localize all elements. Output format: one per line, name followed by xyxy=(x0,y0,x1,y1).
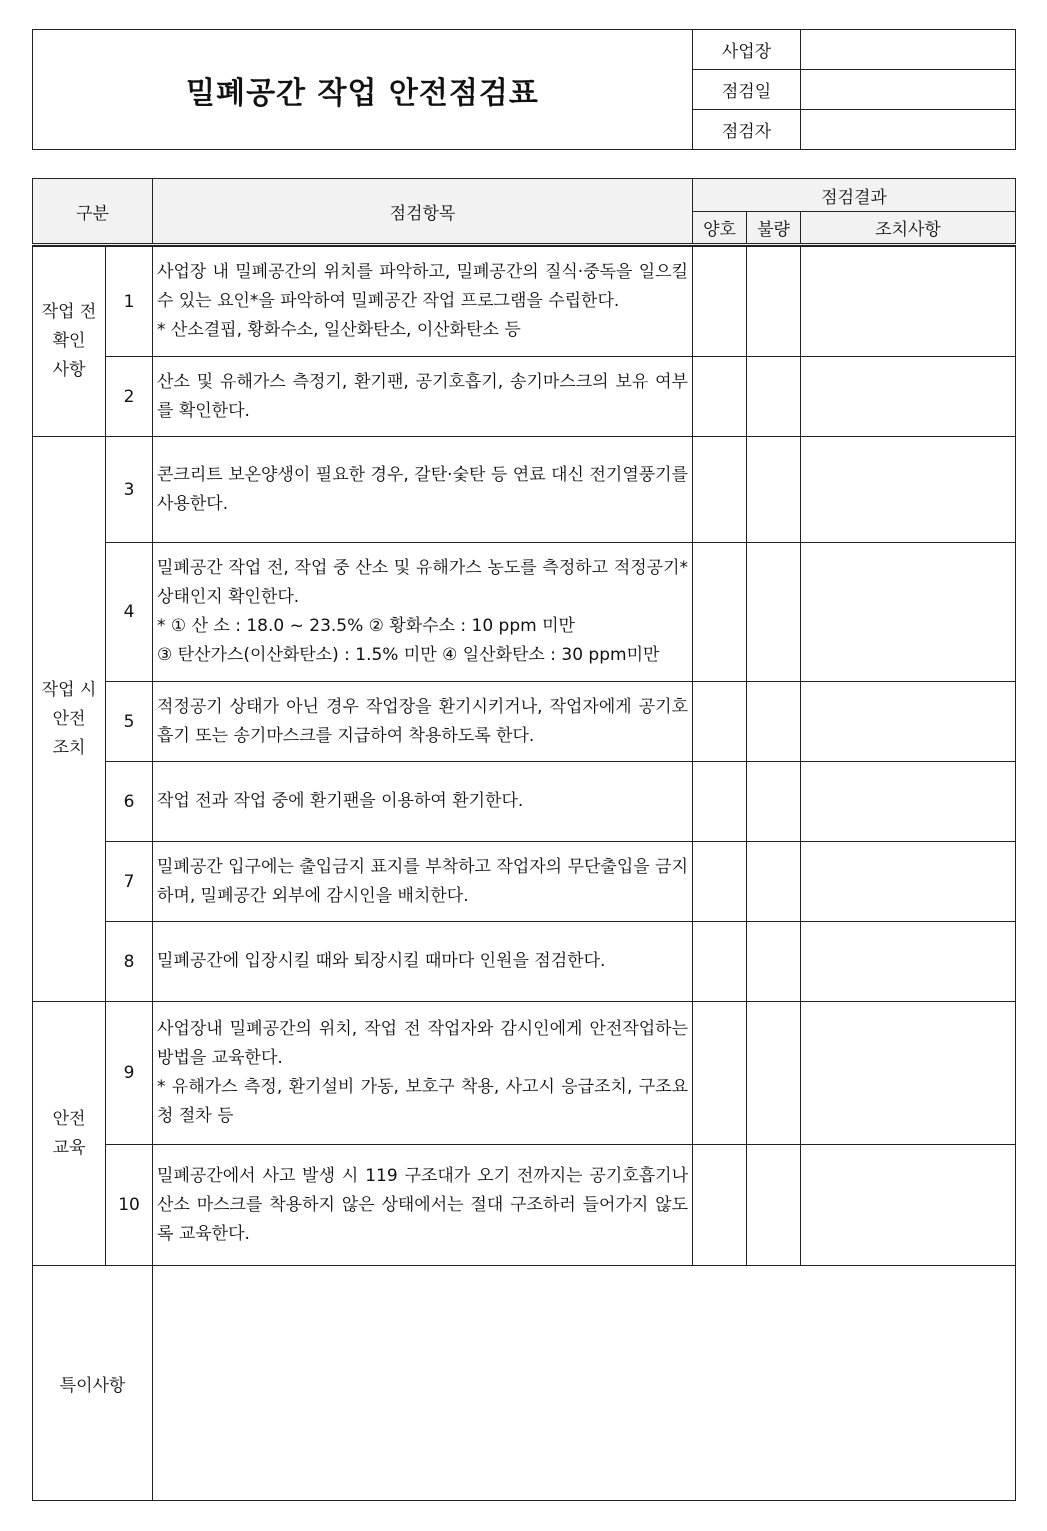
col-header-bad: 불량 xyxy=(747,212,801,245)
category-safety-education xyxy=(33,1002,106,1266)
bad-check-cell[interactable] xyxy=(747,247,801,357)
field-value-date[interactable] xyxy=(801,70,1016,110)
action-cell[interactable] xyxy=(801,437,1016,543)
item-number: 7 xyxy=(106,842,153,922)
field-label-site: 사업장 xyxy=(693,30,801,70)
good-check-cell[interactable] xyxy=(693,1002,747,1145)
bad-check-cell[interactable] xyxy=(747,1002,801,1145)
action-cell[interactable] xyxy=(801,1002,1016,1145)
item-line: 밀폐공간 입구에는 출입금지 표지를 부착하고 작업자의 무단출입을 금지하며, 밀폐공간 외부에 감시인을 배치한다. xyxy=(157,856,689,906)
remarks-field[interactable] xyxy=(153,1266,1016,1501)
table-row xyxy=(33,842,1016,922)
item-text xyxy=(153,762,693,842)
action-cell[interactable] xyxy=(801,842,1016,922)
table-row xyxy=(33,357,1016,437)
good-check-cell[interactable] xyxy=(693,437,747,543)
item-text xyxy=(153,1002,693,1145)
bad-check-cell[interactable] xyxy=(747,437,801,543)
table-row xyxy=(33,1145,1016,1266)
item-text xyxy=(153,437,693,543)
field-label-inspector: 점검자 xyxy=(693,110,801,150)
table-row xyxy=(33,543,1016,682)
item-note: * ① 산 소 : 18.0 ~ 23.5% ② 황화수소 : 10 ppm 미만 xyxy=(157,616,575,636)
bad-check-cell[interactable] xyxy=(747,357,801,437)
table-row xyxy=(33,922,1016,1002)
good-check-cell[interactable] xyxy=(693,922,747,1002)
item-line: 작업 전과 작업 중에 환기팬을 이용하여 환기한다. xyxy=(157,791,524,811)
field-value-site[interactable] xyxy=(801,30,1016,70)
remarks-label: 특이사항 xyxy=(33,1266,153,1501)
bad-check-cell[interactable] xyxy=(747,682,801,762)
item-number: 5 xyxy=(106,682,153,762)
item-note: * 유해가스 측정, 환기설비 가동, 보호구 착용, 사고시 응급조치, 구조요청 절차 등 xyxy=(157,1077,689,1126)
item-text xyxy=(153,247,693,357)
bad-check-cell[interactable] xyxy=(747,543,801,682)
item-number: 9 xyxy=(106,1002,153,1145)
action-cell[interactable] xyxy=(801,357,1016,437)
col-header-good: 양호 xyxy=(693,212,747,245)
table-row xyxy=(33,247,1016,357)
good-check-cell[interactable] xyxy=(693,357,747,437)
bad-check-cell[interactable] xyxy=(747,922,801,1002)
action-cell[interactable] xyxy=(801,762,1016,842)
category-label: 안전 교육 xyxy=(52,1108,86,1158)
action-cell[interactable] xyxy=(801,543,1016,682)
field-value-inspector[interactable] xyxy=(801,110,1016,150)
action-cell[interactable] xyxy=(801,922,1016,1002)
item-text xyxy=(153,922,693,1002)
table-row xyxy=(33,1002,1016,1145)
item-line: 콘크리트 보온양생이 필요한 경우, 갈탄·숯탄 등 연료 대신 전기열풍기를 사용한다. xyxy=(157,464,689,514)
good-check-cell[interactable] xyxy=(693,1145,747,1266)
item-number: 6 xyxy=(106,762,153,842)
good-check-cell[interactable] xyxy=(693,762,747,842)
item-line: 적정공기 상태가 아닌 경우 작업장을 환기시키거나, 작업자에게 공기호흡기 또는 송기마스크를 지급하여 착용하도록 한다. xyxy=(157,696,689,746)
item-line: 사업장내 밀폐공간의 위치, 작업 전 작업자와 감시인에게 안전작업하는 방법을 교육한다. xyxy=(157,1019,689,1068)
bad-check-cell[interactable] xyxy=(747,842,801,922)
col-header-action: 조치사항 xyxy=(801,212,1016,245)
col-header-item: 점검항목 xyxy=(153,179,693,245)
header-table xyxy=(32,29,1016,150)
field-label-date: 점검일 xyxy=(693,70,801,110)
item-line: 밀폐공간에서 사고 발생 시 119 구조대가 오기 전까지는 공기호흡기나 산소 마스크를 착용하지 않은 상태에서는 절대 구조하러 들어가지 않도록 교육한다. xyxy=(157,1165,689,1244)
item-text xyxy=(153,1145,693,1266)
action-cell[interactable] xyxy=(801,247,1016,357)
good-check-cell[interactable] xyxy=(693,842,747,922)
item-text xyxy=(153,682,693,762)
item-number: 10 xyxy=(106,1145,153,1266)
remarks-row xyxy=(33,1266,1016,1501)
item-note: ③ 탄산가스(이산화탄소) : 1.5% 미만 ④ 일산화탄소 : 30 ppm미만 xyxy=(157,645,660,665)
item-line: 밀폐공간 작업 전, 작업 중 산소 및 유해가스 농도를 측정하고 적정공기* 상태인지 확인한다. xyxy=(157,558,689,607)
item-text xyxy=(153,357,693,437)
item-number: 2 xyxy=(106,357,153,437)
item-number: 8 xyxy=(106,922,153,1002)
action-cell[interactable] xyxy=(801,1145,1016,1266)
item-note: * 산소결핍, 황화수소, 일산화탄소, 이산화탄소 등 xyxy=(157,320,521,340)
table-row xyxy=(33,762,1016,842)
item-line: 밀폐공간에 입장시킬 때와 퇴장시킬 때마다 인원을 점검한다. xyxy=(157,951,606,971)
item-text xyxy=(153,543,693,682)
col-header-result: 점검결과 xyxy=(693,179,1016,212)
item-number: 1 xyxy=(106,247,153,357)
item-number: 3 xyxy=(106,437,153,543)
good-check-cell[interactable] xyxy=(693,247,747,357)
item-line: 사업장 내 밀폐공간의 위치를 파악하고, 밀폐공간의 질식·중독을 일으킬 수 있는 요인*을 파악하여 밀폐공간 작업 프로그램을 수립한다. xyxy=(157,262,689,311)
item-line: 산소 및 유해가스 측정기, 환기팬, 공기호흡기, 송기마스크의 보유 여부를 확인한다. xyxy=(157,371,689,421)
category-pre-work xyxy=(33,247,106,437)
category-during-work xyxy=(33,437,106,1002)
action-cell[interactable] xyxy=(801,682,1016,762)
checklist-table xyxy=(32,178,1016,1501)
item-text xyxy=(153,842,693,922)
document-title: 밀폐공간 작업 안전점검표 xyxy=(33,30,693,150)
bad-check-cell[interactable] xyxy=(747,762,801,842)
good-check-cell[interactable] xyxy=(693,543,747,682)
bad-check-cell[interactable] xyxy=(747,1145,801,1266)
col-header-category: 구분 xyxy=(33,179,153,245)
category-label: 작업 시 안전 조치 xyxy=(41,679,97,758)
good-check-cell[interactable] xyxy=(693,682,747,762)
table-row xyxy=(33,437,1016,543)
table-row xyxy=(33,682,1016,762)
item-number: 4 xyxy=(106,543,153,682)
category-label: 작업 전 확인 사항 xyxy=(41,302,97,380)
